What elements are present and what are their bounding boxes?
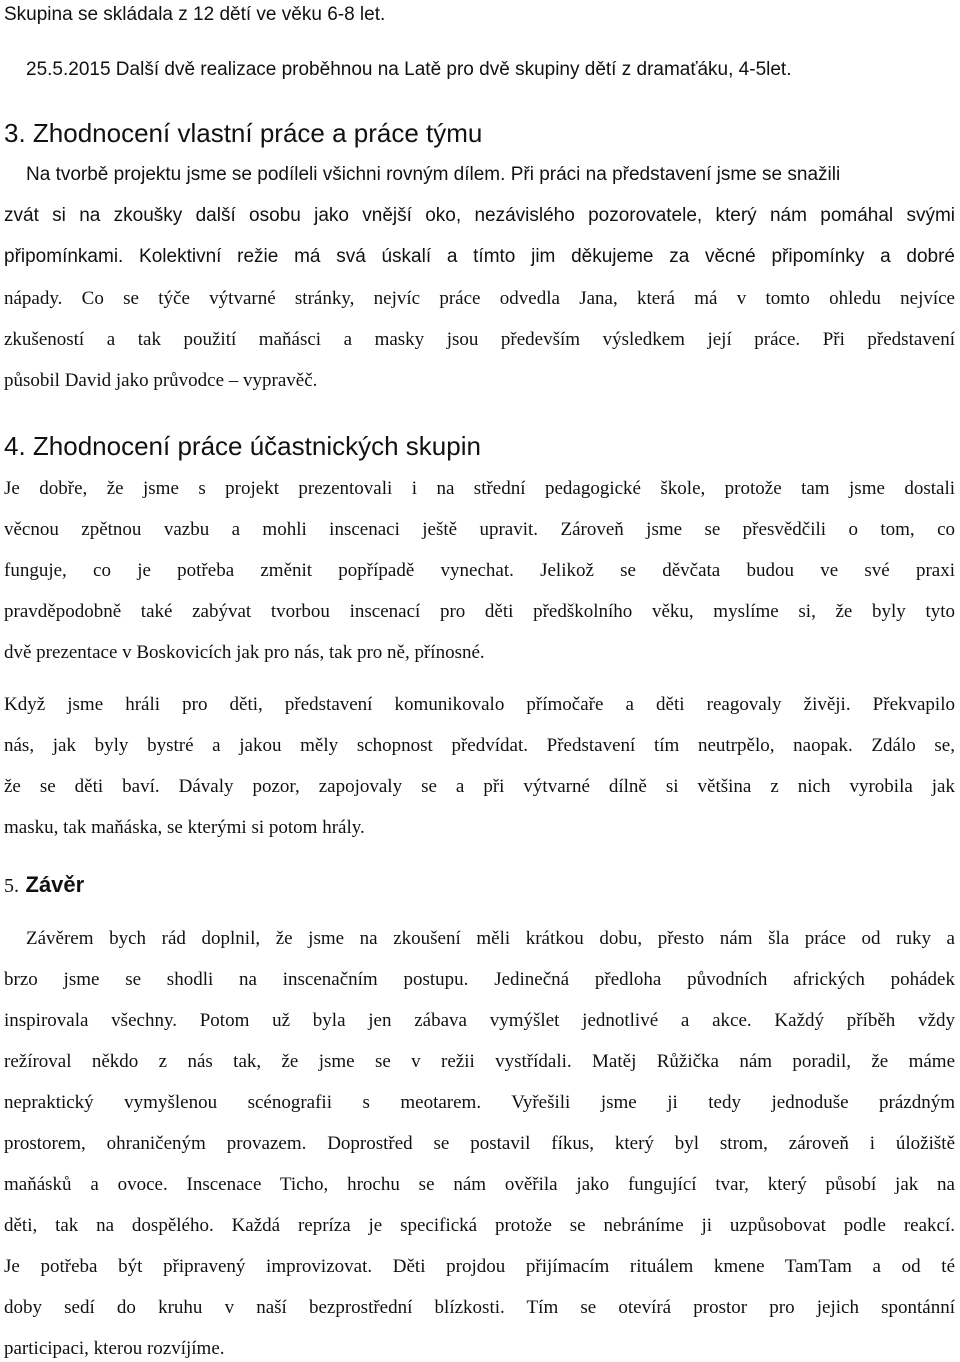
- paragraph-line: zvát si na zkoušky další osobu jako vnější oko, nezávislého pozorovatele, který nám pomáhal svými: [4, 205, 955, 226]
- paragraph-line: prostorem, ohraničeným provazem. Doprostřed se postavil fíkus, který byl strom, zároveň i úložiště: [4, 1133, 955, 1154]
- paragraph-line: nepraktický vymyšlenou scénografii s meotarem. Vyřešili jsme ji tedy jednoduše prázdným: [4, 1092, 955, 1113]
- section-5-title: Závěr: [25, 872, 85, 897]
- paragraph-line: maňásků a ovoce. Inscenace Ticho, hrochu se nám ověřila jako fungující tvar, který působí jak na: [4, 1174, 955, 1195]
- paragraph-line: inspirovala všechny. Potom už byla jen zábava vymýšlet jednotlivé a akce. Každý příběh vždy: [4, 1010, 955, 1031]
- paragraph-line: participaci, kterou rozvíjíme.: [4, 1338, 225, 1359]
- section-3-heading: 3. Zhodnocení vlastní práce a práce týmu: [4, 118, 483, 148]
- paragraph-line: masku, tak maňáska, se kterými si potom hrály.: [4, 817, 365, 838]
- intro-line: Skupina se skládala z 12 dětí ve věku 6-8 let.: [4, 4, 386, 25]
- paragraph-line: dvě prezentace v Boskovicích jak pro nás, tak pro ně, přínosné.: [4, 642, 485, 663]
- paragraph-line: děti, tak na dospělého. Každá repríza je specifická protože se nebráníme ji uzpůsobovat podle reakcí.: [4, 1215, 955, 1236]
- paragraph-line: Je dobře, že jsme s projekt prezentovali i na střední pedagogické škole, protože tam jsme dostali: [4, 478, 955, 499]
- paragraph-line: že se děti baví. Dávaly pozor, zapojovaly se a při výtvarné dílně si většina z nich vyrobila jak: [4, 776, 955, 797]
- paragraph-line: Je potřeba být připravený improvizovat. Děti projdou přijímacím rituálem kmene TamTam a od té: [4, 1256, 955, 1277]
- paragraph-line: působil David jako průvodce – vypravěč.: [4, 370, 318, 391]
- paragraph-line: nápady. Co se týče výtvarné stránky, nejvíc práce odvedla Jana, která má v tomto ohledu nejvíce: [4, 288, 955, 309]
- paragraph-line: funguje, co je potřeba změnit popřípadě vynechat. Jelikož se děvčata budou ve své praxi: [4, 560, 955, 581]
- paragraph-line: brzo jsme se shodli na inscenačním postupu. Jedinečná předloha původních afrických pohádek: [4, 969, 955, 990]
- paragraph-line: zkušeností a tak použití maňásci a masky jsou především výsledkem její práce. Při představení: [4, 329, 955, 350]
- paragraph-line: doby sedí do kruhu v naší bezprostřední blízkosti. Tím se otevírá prostor pro jejich spontánní: [4, 1297, 955, 1318]
- section-5-heading: [4, 869, 84, 901]
- section-5-number: 5.: [4, 875, 19, 897]
- paragraph-line: Když jsme hráli pro děti, představení komunikovalo přímočaře a děti reagovaly živěji. Překvapilo: [4, 694, 955, 715]
- paragraph-line: pravděpodobně také zabývat tvorbou inscenací pro děti předškolního věku, myslíme si, že byly tyto: [4, 601, 955, 622]
- paragraph-line: Závěrem bych rád doplnil, že jsme na zkoušení měli krátkou dobu, přesto nám šla práce od ruky a: [26, 928, 955, 949]
- section-4-heading: 4. Zhodnocení práce účastnických skupin: [4, 431, 481, 461]
- paragraph-line: režíroval někdo z nás tak, že jsme se v režii vystřídali. Matěj Růžička nám poradil, že máme: [4, 1051, 955, 1072]
- paragraph-line: připomínkami. Kolektivní režie má svá úskalí a tímto jim děkujeme za věcné připomínky a dobré: [4, 246, 955, 267]
- paragraph-line: Na tvorbě projektu jsme se podíleli všichni rovným dílem. Při práci na představení jsme se snažili: [26, 164, 841, 185]
- paragraph-line: nás, jak byly bystré a jakou měly schopnost předvídat. Představení tím neutrpělo, naopak. Zdálo se,: [4, 735, 955, 756]
- paragraph-line: věcnou zpětnou vazbu a mohli inscenaci ještě upravit. Zároveň jsme se přesvědčili o tom, co: [4, 519, 955, 540]
- intro-line: 25.5.2015 Další dvě realizace proběhnou na Latě pro dvě skupiny dětí z dramaťáku, 4-5let.: [26, 59, 792, 80]
